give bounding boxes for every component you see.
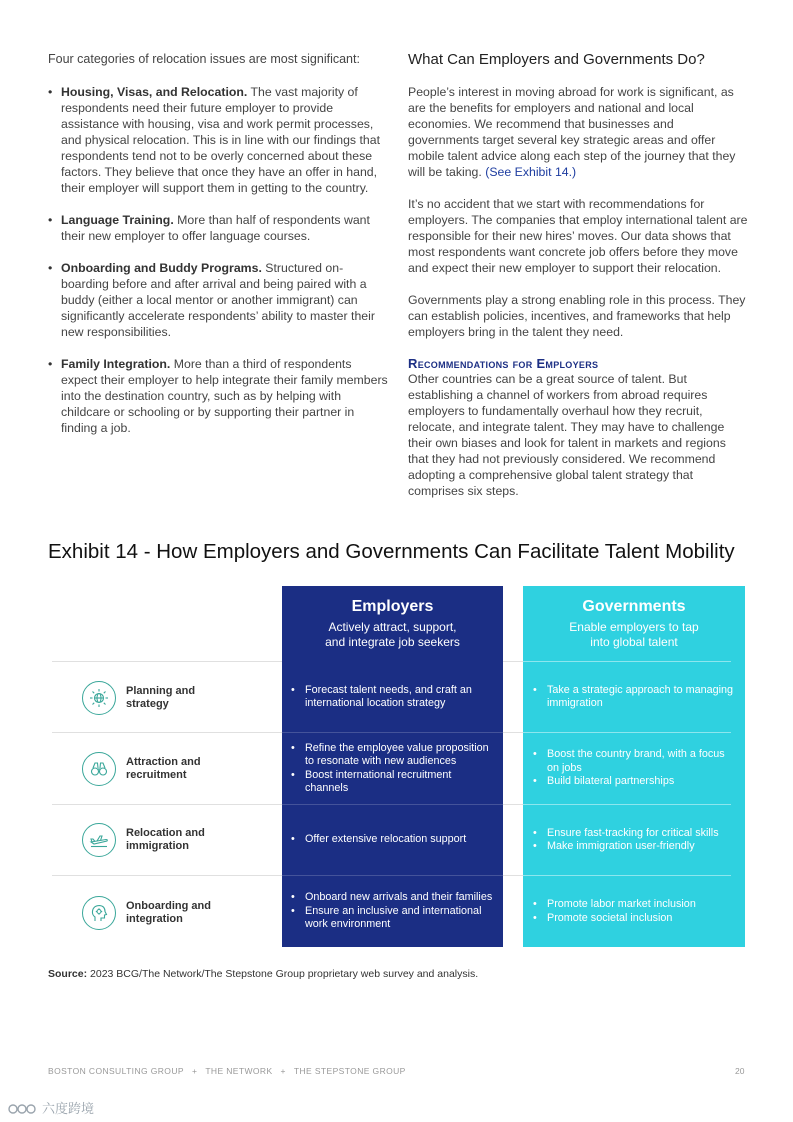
cell-item: • Onboard new arrivals and their families xyxy=(291,891,496,905)
row-divider xyxy=(52,804,282,805)
bullet-title: Housing, Visas, and Relocation. xyxy=(61,85,248,99)
bullet-text: Structured on-boarding before and after arrival and being paired with a buddy (either a local mentor or another immigrant) can significantly accelerate respondents’ ability to master their new responsibilities. xyxy=(61,261,375,339)
cell-item: • Promote societal inclusion xyxy=(533,912,696,926)
governments-cell xyxy=(533,805,738,875)
row-label-relocation xyxy=(82,823,272,857)
cell-item: • Make immigration user-friendly xyxy=(533,840,719,854)
cell-item: • Refine the employee value proposition to resonate with new audiences xyxy=(291,742,496,769)
cell-item: • Boost the country brand, with a focus on jobs xyxy=(533,748,738,775)
row-divider xyxy=(503,732,523,733)
row-label-planning xyxy=(82,681,272,715)
planning-globe-icon xyxy=(82,681,116,715)
row-label-onboarding xyxy=(82,896,272,930)
paragraph: Governments play a strong enabling role in this process. They can establish policies, incentives, and frameworks that help employers bring in the talent they need. xyxy=(408,293,746,339)
governments-cell xyxy=(533,662,738,732)
governments-header xyxy=(523,586,745,661)
governments-cell xyxy=(533,876,738,947)
page-number: 20 xyxy=(735,1066,745,1076)
row-label-text: Onboarding and integration xyxy=(126,900,211,925)
bullet-title: Family Integration. xyxy=(61,357,171,371)
cell-item: • Build bilateral partnerships xyxy=(533,775,738,789)
footer-org: THE STEPSTONE GROUP xyxy=(293,1066,406,1076)
bullet-title: Onboarding and Buddy Programs. xyxy=(61,261,262,275)
cell-item: • Promote labor market inclusion xyxy=(533,898,696,912)
footer-separator: + xyxy=(280,1066,286,1076)
right-column xyxy=(408,51,748,68)
row-divider xyxy=(52,661,282,662)
exhibit-link[interactable]: (See Exhibit 14.) xyxy=(485,165,577,179)
airplane-icon xyxy=(82,823,116,857)
exhibit-title: Exhibit 14 - How Employers and Governments Can Facilitate Talent Mobility xyxy=(48,540,735,563)
employers-header xyxy=(282,586,503,661)
cell-item: • Take a strategic approach to managing immigration xyxy=(533,684,738,711)
cell-item: • Offer extensive relocation support xyxy=(291,833,466,847)
watermark-text: 六度跨境 xyxy=(42,1101,95,1116)
binoculars-icon xyxy=(82,752,116,786)
row-divider xyxy=(52,732,282,733)
footer-separator: + xyxy=(191,1066,198,1076)
paragraph xyxy=(408,84,748,180)
governments-cell xyxy=(533,733,738,804)
row-label-text: Planning and strategy xyxy=(126,685,196,710)
cell-item: • Boost international recruitment channels xyxy=(291,769,496,796)
row-label-text: Relocation and immigration xyxy=(126,827,205,852)
list-item xyxy=(48,212,388,244)
footer-org: THE NETWORK xyxy=(205,1066,273,1076)
row-label-attraction xyxy=(82,752,272,786)
section-heading: What Can Employers and Governments Do? xyxy=(408,51,705,68)
list-item xyxy=(48,84,388,196)
employers-cell xyxy=(291,662,496,732)
employers-title: Employers xyxy=(351,598,434,615)
employers-cell xyxy=(291,876,496,947)
employers-cell xyxy=(291,733,496,804)
row-divider xyxy=(503,804,523,805)
list-item xyxy=(48,260,388,340)
row-divider xyxy=(503,875,523,876)
bullet-text: More than a third of respondents expect their employer to help integrate their family members into the destination country, such as by helping with childcare or schooling or by supporting their partner in finding a job. xyxy=(61,357,388,435)
person-head-icon xyxy=(82,896,116,930)
footer-org: BOSTON CONSULTING GROUP xyxy=(48,1066,184,1076)
paragraph: Other countries can be a great source of talent. But establishing a channel of workers from abroad requires employers to fundamentally overhaul how they recruit, relocate, and integrate talent. They may have to challenge their own biases and look for talent in markets and regions that they had not previously considered. We recommend adopting a comprehensive global talent strategy that comprises six steps. xyxy=(408,372,726,498)
intro-text: Four categories of relocation issues are most significant: xyxy=(48,52,360,66)
relocation-issues-list xyxy=(48,84,388,452)
bullet-text: The vast majority of respondents need their future employer to provide assistance with housing, visa and work permit processes, and physical relocation. This is in line with our findings that respondents tend not to be overly concerned about these factors. They believe that once they have an offer in hand, their employer will support them in getting to the country. xyxy=(61,85,380,195)
cell-item: • Forecast talent needs, and craft an international location strategy xyxy=(291,684,496,711)
bullet-title: Language Training. xyxy=(61,213,174,227)
right-column-body xyxy=(408,84,748,515)
cell-item: • Ensure an inclusive and international work environment xyxy=(291,905,496,932)
subheading: Recommendations for Employers xyxy=(408,356,599,371)
paragraph-text: People’s interest in moving abroad for work is significant, as are the benefits for employers and national and local economies. We recommend that businesses and governments target several key strategic areas and offer mobile talent advice along each step of the journey that they will be taking. xyxy=(408,85,736,179)
row-label-text: Attraction and recruitment xyxy=(126,756,201,781)
governments-subtitle: Enable employers to tap into global talent xyxy=(569,620,699,649)
bullet-text: More than half of respondents want their new employer to offer language courses. xyxy=(61,213,370,243)
governments-title: Governments xyxy=(582,598,686,615)
employers-cell xyxy=(291,805,496,875)
watermark-logo-icon xyxy=(8,1100,38,1116)
source-note: Source: 2023 BCG/The Network/The Stepstone Group proprietary web survey and analysis. xyxy=(48,968,479,980)
watermark xyxy=(8,1098,94,1117)
paragraph: It’s no accident that we start with recommendations for employers. The companies that employ international talent are responsible for their new hires’ moves. Our data shows that most respondents want concrete job offers before they move and expect their new employer to support their relocation. xyxy=(408,197,748,275)
row-divider xyxy=(52,875,282,876)
cell-item: • Ensure fast-tracking for critical skills xyxy=(533,827,719,841)
row-divider xyxy=(503,661,523,662)
list-item xyxy=(48,356,388,436)
footer xyxy=(48,1066,406,1076)
employers-subtitle: Actively attract, support, and integrate job seekers xyxy=(325,620,460,649)
